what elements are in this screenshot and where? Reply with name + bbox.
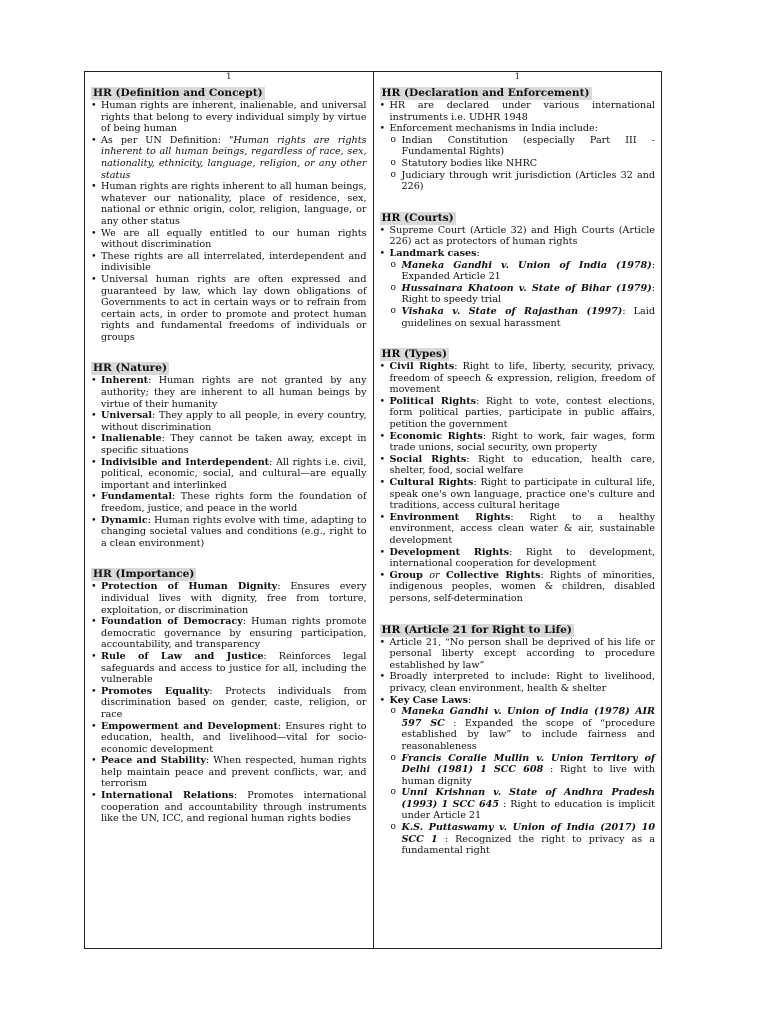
section-definition — [91, 81, 367, 343]
list-item: • Protection of Human Dignity: Ensures every individual lives with dignity, free from torture, exploitation, or discrimination — [91, 581, 367, 616]
list-item: • Cultural Rights: Right to participate in cultural life, speak one's own language, practice one's culture and traditions, access cultural heritage — [380, 477, 656, 512]
case-item: o Vishaka v. State of Rajasthan (1997): Laid guidelines on sexual harassment — [390, 306, 656, 329]
list-item: • Political Rights: Right to vote, contest elections, form political parties, participate in public affairs, petition the government — [380, 396, 656, 431]
sub-list-item: o Judiciary through writ jurisdiction (Articles 32 and 226) — [390, 170, 656, 193]
case-item: o Francis Coralie Mullin v. Union Territory of Delhi (1981) 1 SCC 608 : Right to live with human dignity — [390, 753, 656, 788]
section-title-types: HR (Types) — [381, 348, 448, 361]
case-list — [390, 706, 656, 857]
list-item: • Economic Rights: Right to work, fair wages, form trade unions, social security, own property — [380, 431, 656, 454]
list-item: • Inherent: Human rights are not granted by any authority; they are inherent to all human beings by virtue of their humanity — [91, 375, 367, 410]
case-item: o Maneka Gandhi v. Union of India (1978) AIR 597 SC : Expanded the scope of “procedure established by law” to include fairness and reasonableness — [390, 706, 656, 752]
case-list — [390, 260, 656, 330]
section-importance — [91, 562, 367, 824]
sub-list — [390, 135, 656, 193]
list-item: • Rule of Law and Justice: Reinforces legal safeguards and access to justice for all, including the vulnerable — [91, 651, 367, 686]
section-nature — [91, 356, 367, 549]
section-title-nature: HR (Nature) — [93, 362, 167, 375]
list-item: • Dynamic: Human rights evolve with time, adapting to changing societal values and conditions (e.g., right to a clean environment) — [91, 515, 367, 550]
case-item: o Maneka Gandhi v. Union of India (1978): Expanded Article 21 — [390, 260, 656, 283]
section-courts — [380, 206, 656, 329]
importance-list — [91, 581, 367, 824]
list-item: • Development Rights: Right to development, international cooperation for development — [380, 547, 656, 570]
list-item: • Civil Rights: Right to life, liberty, security, privacy, freedom of speech & expression, religion, freedom of movement — [380, 361, 656, 396]
nature-list — [91, 375, 367, 549]
sub-list-item: o Indian Constitution (especially Part III - Fundamental Rights) — [390, 135, 656, 158]
list-item: • Empowerment and Development: Ensures right to education, health, and livelihood—vital for socio-economic development — [91, 721, 367, 756]
section-title-article21: HR (Article 21 for Right to Life) — [381, 623, 572, 636]
list-item: • Human rights are rights inherent to all human beings, whatever our nationality, place of residence, sex, national or ethnic origin, color, religion, language, or any other status — [91, 181, 367, 227]
sub-list-item: o Statutory bodies like NHRC — [390, 158, 656, 170]
list-item: • Inalienable: They cannot be taken away, except in specific situations — [91, 433, 367, 456]
list-item: • Enforcement mechanisms in India include: o Indian Constitution (especially Part III - Fundamental Rights) o Statutory bodies like NHRC o Judiciary through writ jurisdiction (Articles 32 and 226) — [380, 123, 656, 193]
case-item: o Hussainara Khatoon v. State of Bihar (1979): Right to speedy trial — [390, 283, 656, 306]
list-item: • Universal: They apply to all people, in every country, without discrimination — [91, 410, 367, 433]
types-list — [380, 361, 656, 604]
list-item: • Social Rights: Right to education, health care, shelter, food, social welfare — [380, 454, 656, 477]
list-item: • As per UN Definition: "Human rights are rights inherent to all human beings, regardless of race, sex, nationality, ethnicity, language, religion, or any other status — [91, 135, 367, 181]
list-item: • Fundamental: These rights form the foundation of freedom, justice, and peace in the world — [91, 491, 367, 514]
list-item: • We are all equally entitled to our human rights without discrimination — [91, 228, 367, 251]
definition-list — [91, 100, 367, 343]
list-item: • Key Case Laws: o Maneka Gandhi v. Union of India (1978) AIR 597 SC : Expanded the scope of “procedure established by law” to include fairness and reasonableness o Francis Coralie Mullin v. Union Territory of Delhi (1981) 1 SCC 608 : Right to live with human dignity o Unni Krishnan v. State of Andhra Pradesh (1993) 1 SCC 645 : Right to education is implicit under Article 21 o K.S. Puttaswamy v. Union of India (2017) 10 SCC 1 : Recognized the right to privacy as a fundamental right — [380, 695, 656, 857]
section-title-definition: HR (Definition and Concept) — [93, 87, 263, 99]
list-item: • Promotes Equality: Protects individuals from discrimination based on gender, caste, religion, or race — [91, 686, 367, 721]
left-column — [85, 72, 374, 948]
document-page — [84, 71, 662, 949]
list-item: • Peace and Stability: When respected, human rights help maintain peace and prevent conflicts, war, and terrorism — [91, 755, 367, 790]
list-item: • Broadly interpreted to include: Right to livelihood, privacy, clean environment, health & shelter — [380, 671, 656, 694]
page-number: 1 — [514, 72, 520, 81]
article21-list — [380, 637, 656, 857]
section-title-importance: HR (Importance) — [93, 568, 195, 581]
list-item: • Group or Collective Rights: Rights of minorities, indigenous peoples, women & children, disabled persons, self-determination — [380, 570, 656, 605]
declaration-list — [380, 100, 656, 193]
list-item: • HR are declared under various international instruments i.e. UDHR 1948 — [380, 100, 656, 123]
list-item: • Indivisible and Interdependent: All rights i.e. civil, political, economic, social, and cultural—are equally important and interlinked — [91, 457, 367, 492]
list-item: • Article 21, “No person shall be deprived of his life or personal liberty except according to procedure established by law” — [380, 637, 656, 672]
list-item: • Foundation of Democracy: Human rights promote democratic governance by ensuring participation, accountability, and transparency — [91, 616, 367, 651]
case-item: o K.S. Puttaswamy v. Union of India (2017) 10 SCC 1 : Recognized the right to privacy as a fundamental right — [390, 822, 656, 857]
list-item: • These rights are all interrelated, interdependent and indivisible — [91, 251, 367, 274]
courts-list — [380, 225, 656, 329]
page-number: 1 — [226, 72, 232, 81]
section-types — [380, 342, 656, 604]
list-item: • International Relations: Promotes international cooperation and accountability through instruments like the UN, ICC, and regional human rights bodies — [91, 790, 367, 825]
section-article21 — [380, 618, 656, 857]
list-item: • Landmark cases: o Maneka Gandhi v. Union of India (1978): Expanded Article 21 o Hussainara Khatoon v. State of Bihar (1979): Right to speedy trial o Vishaka v. State of Rajasthan (1997): Laid guidelines on sexual harassment — [380, 248, 656, 329]
section-title-declaration: HR (Declaration and Enforcement) — [381, 87, 590, 99]
case-item: o Unni Krishnan v. State of Andhra Pradesh (1993) 1 SCC 645 : Right to education is implicit under Article 21 — [390, 787, 656, 822]
section-title-courts: HR (Courts) — [381, 211, 454, 224]
right-column — [374, 72, 662, 948]
list-item: • Human rights are inherent, inalienable, and universal rights that belong to every individual simply by virtue of being human — [91, 100, 367, 135]
list-item: • Environment Rights: Right to a healthy environment, access clean water & air, sustainable development — [380, 512, 656, 547]
list-item: • Universal human rights are often expressed and guaranteed by law, which lay down obligations of Governments to act in certain ways or to refrain from certain acts, in order to promote and protect human rights and fundamental freedoms of individuals or groups — [91, 274, 367, 344]
section-declaration — [380, 81, 656, 193]
list-item: • Supreme Court (Article 32) and High Courts (Article 226) act as protectors of human rights — [380, 225, 656, 248]
